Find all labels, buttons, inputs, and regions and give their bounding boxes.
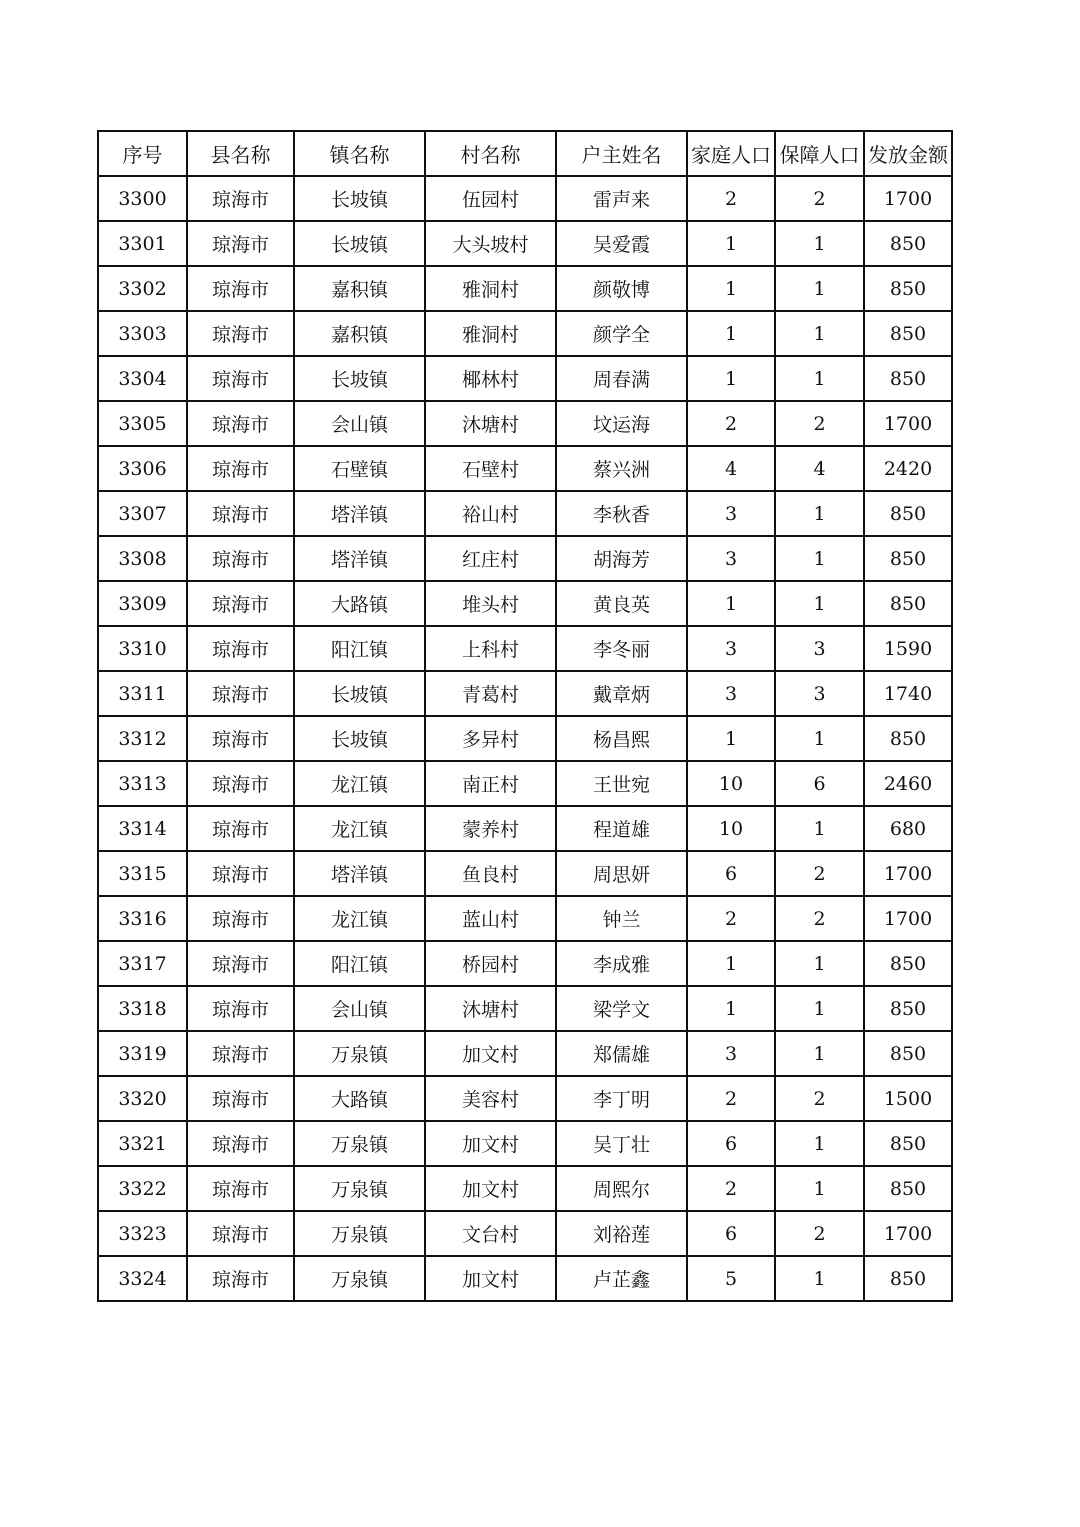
cell-householder-name: 颜敬博 [556, 266, 687, 311]
cell-town-name: 龙江镇 [294, 896, 425, 941]
cell-family-size: 3 [687, 491, 775, 536]
cell-covered-persons: 1 [775, 941, 864, 986]
cell-covered-persons: 1 [775, 491, 864, 536]
cell-county-name: 琼海市 [187, 716, 294, 761]
cell-family-size: 6 [687, 851, 775, 896]
cell-village-name: 多异村 [425, 716, 556, 761]
cell-covered-persons: 1 [775, 1256, 864, 1301]
table-row [98, 626, 952, 671]
cell-covered-persons: 3 [775, 626, 864, 671]
cell-seq-no: 3317 [98, 941, 187, 986]
cell-family-size: 2 [687, 896, 775, 941]
cell-family-size: 3 [687, 671, 775, 716]
cell-family-size: 1 [687, 221, 775, 266]
cell-family-size: 2 [687, 176, 775, 221]
cell-seq-no: 3313 [98, 761, 187, 806]
cell-family-size: 1 [687, 581, 775, 626]
table-header [98, 131, 952, 176]
table-row [98, 1211, 952, 1256]
cell-householder-name: 坟运海 [556, 401, 687, 446]
cell-town-name: 长坡镇 [294, 671, 425, 716]
cell-county-name: 琼海市 [187, 356, 294, 401]
cell-covered-persons: 2 [775, 851, 864, 896]
column-header-town-name: 镇名称 [294, 131, 425, 176]
table-row [98, 221, 952, 266]
column-header-village-name: 村名称 [425, 131, 556, 176]
cell-village-name: 堆头村 [425, 581, 556, 626]
cell-householder-name: 程道雄 [556, 806, 687, 851]
cell-payment-amount: 850 [864, 311, 952, 356]
cell-county-name: 琼海市 [187, 221, 294, 266]
cell-family-size: 5 [687, 1256, 775, 1301]
cell-village-name: 蓝山村 [425, 896, 556, 941]
cell-county-name: 琼海市 [187, 1166, 294, 1211]
table-row [98, 401, 952, 446]
cell-seq-no: 3302 [98, 266, 187, 311]
cell-county-name: 琼海市 [187, 311, 294, 356]
table-row [98, 761, 952, 806]
cell-householder-name: 雷声来 [556, 176, 687, 221]
table-row [98, 671, 952, 716]
cell-payment-amount: 850 [864, 581, 952, 626]
cell-seq-no: 3301 [98, 221, 187, 266]
table-row [98, 806, 952, 851]
cell-town-name: 万泉镇 [294, 1166, 425, 1211]
cell-covered-persons: 1 [775, 1121, 864, 1166]
table-row [98, 266, 952, 311]
cell-family-size: 2 [687, 401, 775, 446]
cell-village-name: 椰林村 [425, 356, 556, 401]
cell-payment-amount: 850 [864, 1121, 952, 1166]
table-row [98, 1166, 952, 1211]
cell-family-size: 4 [687, 446, 775, 491]
column-header-payment-amount: 发放金额 [864, 131, 952, 176]
table-row [98, 536, 952, 581]
cell-payment-amount: 1500 [864, 1076, 952, 1121]
cell-town-name: 塔洋镇 [294, 491, 425, 536]
cell-payment-amount: 850 [864, 221, 952, 266]
table-row [98, 311, 952, 356]
cell-payment-amount: 850 [864, 1256, 952, 1301]
cell-payment-amount: 1700 [864, 401, 952, 446]
cell-village-name: 蒙养村 [425, 806, 556, 851]
cell-seq-no: 3307 [98, 491, 187, 536]
cell-payment-amount: 1740 [864, 671, 952, 716]
cell-seq-no: 3314 [98, 806, 187, 851]
cell-covered-persons: 1 [775, 986, 864, 1031]
cell-seq-no: 3321 [98, 1121, 187, 1166]
cell-payment-amount: 850 [864, 356, 952, 401]
cell-town-name: 万泉镇 [294, 1211, 425, 1256]
cell-covered-persons: 2 [775, 401, 864, 446]
table-row [98, 176, 952, 221]
cell-town-name: 嘉积镇 [294, 311, 425, 356]
cell-seq-no: 3319 [98, 1031, 187, 1076]
cell-covered-persons: 1 [775, 716, 864, 761]
cell-payment-amount: 1700 [864, 1211, 952, 1256]
cell-village-name: 沐塘村 [425, 986, 556, 1031]
cell-town-name: 石壁镇 [294, 446, 425, 491]
table-row [98, 716, 952, 761]
column-header-covered-persons: 保障人口 [775, 131, 864, 176]
cell-family-size: 1 [687, 986, 775, 1031]
cell-village-name: 沐塘村 [425, 401, 556, 446]
cell-covered-persons: 1 [775, 221, 864, 266]
cell-seq-no: 3318 [98, 986, 187, 1031]
cell-family-size: 3 [687, 1031, 775, 1076]
cell-householder-name: 郑儒雄 [556, 1031, 687, 1076]
cell-covered-persons: 2 [775, 896, 864, 941]
cell-town-name: 万泉镇 [294, 1031, 425, 1076]
cell-county-name: 琼海市 [187, 941, 294, 986]
cell-covered-persons: 2 [775, 1076, 864, 1121]
cell-seq-no: 3315 [98, 851, 187, 896]
cell-householder-name: 王世宛 [556, 761, 687, 806]
cell-householder-name: 周熙尔 [556, 1166, 687, 1211]
cell-covered-persons: 1 [775, 536, 864, 581]
cell-covered-persons: 2 [775, 176, 864, 221]
cell-village-name: 裕山村 [425, 491, 556, 536]
cell-householder-name: 胡海芳 [556, 536, 687, 581]
cell-seq-no: 3312 [98, 716, 187, 761]
cell-family-size: 1 [687, 356, 775, 401]
cell-seq-no: 3316 [98, 896, 187, 941]
cell-covered-persons: 1 [775, 266, 864, 311]
cell-householder-name: 戴章炳 [556, 671, 687, 716]
cell-village-name: 加文村 [425, 1121, 556, 1166]
cell-family-size: 1 [687, 716, 775, 761]
cell-seq-no: 3300 [98, 176, 187, 221]
cell-householder-name: 吴丁壮 [556, 1121, 687, 1166]
cell-householder-name: 杨昌熙 [556, 716, 687, 761]
cell-householder-name: 李冬丽 [556, 626, 687, 671]
cell-family-size: 10 [687, 806, 775, 851]
cell-payment-amount: 2460 [864, 761, 952, 806]
cell-payment-amount: 850 [864, 941, 952, 986]
cell-village-name: 青葛村 [425, 671, 556, 716]
cell-county-name: 琼海市 [187, 491, 294, 536]
cell-town-name: 长坡镇 [294, 176, 425, 221]
cell-payment-amount: 850 [864, 716, 952, 761]
cell-seq-no: 3304 [98, 356, 187, 401]
cell-householder-name: 卢芷鑫 [556, 1256, 687, 1301]
cell-county-name: 琼海市 [187, 446, 294, 491]
cell-county-name: 琼海市 [187, 1121, 294, 1166]
cell-town-name: 万泉镇 [294, 1256, 425, 1301]
cell-county-name: 琼海市 [187, 1076, 294, 1121]
cell-town-name: 阳江镇 [294, 626, 425, 671]
cell-payment-amount: 680 [864, 806, 952, 851]
cell-seq-no: 3303 [98, 311, 187, 356]
cell-county-name: 琼海市 [187, 176, 294, 221]
cell-village-name: 加文村 [425, 1031, 556, 1076]
cell-family-size: 10 [687, 761, 775, 806]
cell-village-name: 鱼良村 [425, 851, 556, 896]
cell-payment-amount: 850 [864, 536, 952, 581]
cell-seq-no: 3322 [98, 1166, 187, 1211]
cell-village-name: 雅洞村 [425, 311, 556, 356]
cell-town-name: 龙江镇 [294, 761, 425, 806]
cell-covered-persons: 1 [775, 581, 864, 626]
cell-covered-persons: 3 [775, 671, 864, 716]
cell-seq-no: 3305 [98, 401, 187, 446]
cell-payment-amount: 850 [864, 1031, 952, 1076]
cell-covered-persons: 1 [775, 806, 864, 851]
cell-county-name: 琼海市 [187, 1031, 294, 1076]
table-row [98, 491, 952, 536]
cell-householder-name: 李丁明 [556, 1076, 687, 1121]
cell-town-name: 长坡镇 [294, 221, 425, 266]
cell-family-size: 6 [687, 1211, 775, 1256]
cell-householder-name: 蔡兴洲 [556, 446, 687, 491]
cell-family-size: 6 [687, 1121, 775, 1166]
relief-payment-table [97, 130, 953, 1302]
cell-family-size: 3 [687, 626, 775, 671]
cell-seq-no: 3311 [98, 671, 187, 716]
cell-town-name: 嘉积镇 [294, 266, 425, 311]
cell-seq-no: 3320 [98, 1076, 187, 1121]
cell-seq-no: 3310 [98, 626, 187, 671]
cell-town-name: 万泉镇 [294, 1121, 425, 1166]
table-row [98, 356, 952, 401]
cell-village-name: 石壁村 [425, 446, 556, 491]
cell-covered-persons: 1 [775, 311, 864, 356]
cell-town-name: 大路镇 [294, 581, 425, 626]
cell-payment-amount: 850 [864, 491, 952, 536]
cell-payment-amount: 2420 [864, 446, 952, 491]
table-row [98, 1031, 952, 1076]
cell-county-name: 琼海市 [187, 986, 294, 1031]
column-header-seq-no: 序号 [98, 131, 187, 176]
cell-householder-name: 钟兰 [556, 896, 687, 941]
cell-payment-amount: 1590 [864, 626, 952, 671]
cell-householder-name: 吴爱霞 [556, 221, 687, 266]
column-header-householder-name: 户主姓名 [556, 131, 687, 176]
cell-covered-persons: 1 [775, 1031, 864, 1076]
cell-village-name: 伍园村 [425, 176, 556, 221]
table-row [98, 896, 952, 941]
cell-town-name: 会山镇 [294, 986, 425, 1031]
cell-county-name: 琼海市 [187, 626, 294, 671]
cell-family-size: 1 [687, 941, 775, 986]
cell-householder-name: 周思妍 [556, 851, 687, 896]
cell-village-name: 雅洞村 [425, 266, 556, 311]
cell-town-name: 阳江镇 [294, 941, 425, 986]
cell-village-name: 大头坡村 [425, 221, 556, 266]
cell-village-name: 南正村 [425, 761, 556, 806]
cell-seq-no: 3324 [98, 1256, 187, 1301]
cell-seq-no: 3323 [98, 1211, 187, 1256]
cell-householder-name: 李成雅 [556, 941, 687, 986]
cell-town-name: 长坡镇 [294, 356, 425, 401]
cell-covered-persons: 4 [775, 446, 864, 491]
cell-family-size: 1 [687, 311, 775, 356]
cell-householder-name: 颜学全 [556, 311, 687, 356]
cell-county-name: 琼海市 [187, 851, 294, 896]
table-row [98, 851, 952, 896]
cell-town-name: 塔洋镇 [294, 851, 425, 896]
cell-county-name: 琼海市 [187, 806, 294, 851]
cell-county-name: 琼海市 [187, 401, 294, 446]
table-row [98, 1121, 952, 1166]
table-row [98, 986, 952, 1031]
cell-village-name: 加文村 [425, 1256, 556, 1301]
cell-covered-persons: 6 [775, 761, 864, 806]
cell-village-name: 加文村 [425, 1166, 556, 1211]
cell-county-name: 琼海市 [187, 896, 294, 941]
cell-seq-no: 3306 [98, 446, 187, 491]
cell-county-name: 琼海市 [187, 671, 294, 716]
table-row [98, 446, 952, 491]
cell-covered-persons: 1 [775, 356, 864, 401]
cell-county-name: 琼海市 [187, 581, 294, 626]
cell-seq-no: 3309 [98, 581, 187, 626]
table-row [98, 941, 952, 986]
cell-family-size: 3 [687, 536, 775, 581]
cell-covered-persons: 1 [775, 1166, 864, 1211]
cell-village-name: 文台村 [425, 1211, 556, 1256]
cell-county-name: 琼海市 [187, 1211, 294, 1256]
cell-county-name: 琼海市 [187, 761, 294, 806]
cell-county-name: 琼海市 [187, 1256, 294, 1301]
cell-family-size: 2 [687, 1166, 775, 1211]
table-body [98, 176, 952, 1301]
cell-village-name: 美容村 [425, 1076, 556, 1121]
cell-county-name: 琼海市 [187, 536, 294, 581]
table-row [98, 1256, 952, 1301]
cell-village-name: 红庄村 [425, 536, 556, 581]
cell-payment-amount: 1700 [864, 851, 952, 896]
cell-town-name: 龙江镇 [294, 806, 425, 851]
cell-family-size: 2 [687, 1076, 775, 1121]
cell-town-name: 大路镇 [294, 1076, 425, 1121]
cell-town-name: 会山镇 [294, 401, 425, 446]
cell-householder-name: 黄良英 [556, 581, 687, 626]
cell-village-name: 上科村 [425, 626, 556, 671]
cell-payment-amount: 850 [864, 1166, 952, 1211]
column-header-family-size: 家庭人口 [687, 131, 775, 176]
cell-covered-persons: 2 [775, 1211, 864, 1256]
cell-seq-no: 3308 [98, 536, 187, 581]
table-row [98, 1076, 952, 1121]
cell-householder-name: 梁学文 [556, 986, 687, 1031]
cell-village-name: 桥园村 [425, 941, 556, 986]
header-row [98, 131, 952, 176]
column-header-county-name: 县名称 [187, 131, 294, 176]
cell-payment-amount: 1700 [864, 896, 952, 941]
cell-family-size: 1 [687, 266, 775, 311]
cell-payment-amount: 1700 [864, 176, 952, 221]
cell-householder-name: 周春满 [556, 356, 687, 401]
cell-town-name: 塔洋镇 [294, 536, 425, 581]
cell-householder-name: 李秋香 [556, 491, 687, 536]
cell-payment-amount: 850 [864, 266, 952, 311]
cell-householder-name: 刘裕莲 [556, 1211, 687, 1256]
cell-payment-amount: 850 [864, 986, 952, 1031]
cell-county-name: 琼海市 [187, 266, 294, 311]
table-row [98, 581, 952, 626]
cell-town-name: 长坡镇 [294, 716, 425, 761]
